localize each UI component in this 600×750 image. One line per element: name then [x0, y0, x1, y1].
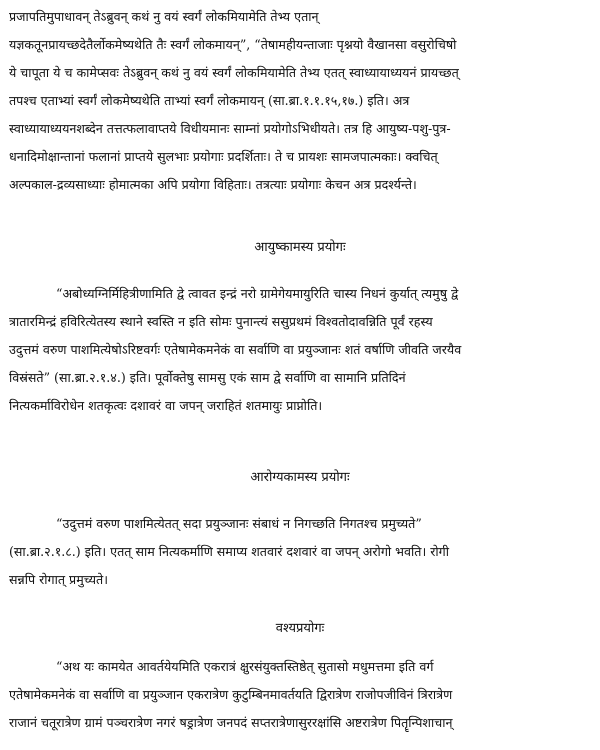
text-line: तपश्च एताभ्यां स्वर्गं लोकमेष्यथेति ताभ्यां स्वर्गं लोकमायन् (सा.ब्रा.१.१.१५,१७.) इति। अत्र: [9, 93, 410, 108]
text-line: “अबोध्यग्निर्मिहित्रीणामिति द्वे त्वावत इन्द्रं नरो ग्रामेगेयमायुरिति चास्य निधनं कुर्यात् त्यमुषु द्वे: [56, 286, 459, 301]
text-line: राजानं चतूरात्रेण ग्रामं पञ्चरात्रेण नगरं षड्रात्रेण जनपदं सप्तरात्रेणासुररक्षांसि अष्टरात्रेण पितॄन्पिशाचान्: [9, 715, 453, 730]
text-line: ये चापूता ये च कामेप्सवः तेऽब्रुवन् कथं नु वयं स्वर्गं लोकमियामेति तेभ्य एतत् स्वाध्यायाध्ययनं प्रायच्छत्: [9, 65, 459, 80]
section-heading: आयुष्कामस्य प्रयोगः: [254, 240, 346, 255]
text-line: विस्रंसते” (सा.ब्रा.२.१.४.) इति। पूर्वोक्तेषु सामसु एकं साम द्वे सर्वाणि वा सामानि प्रतिदिनं: [9, 370, 406, 385]
text-line: एतेषामेकमनेकं वा सर्वाणि वा प्रयुञ्जान एकरात्रेण कुटुम्बिनमावर्तयति द्विरात्रेण राजोपजीविनं त्रिरात्रेण: [9, 687, 453, 702]
text-line: अल्पकाल-द्रव्यसाध्याः होमात्मका अपि प्रयोगा विहिताः। तत्रत्याः प्रयोगाः केचन अत्र प्रदर्श्यन्ते।: [9, 177, 417, 192]
text-line: यज्ञकतूनप्रायच्छदेतैर्लोकमेष्यथेति तैः स्वर्गं लोकमायन्”, “तेषामहीयन्ताजाः पृश्नयो वैखानसा वसुरोचिषो: [9, 37, 457, 52]
text-line: धनादिमोक्षान्तानां फलानां प्राप्तये सुलभाः प्रयोगाः प्रदर्शिताः। ते च प्रायशः सामजपात्मकाः। क्वचित्: [9, 149, 438, 164]
text-line: सन्नपि रोगात् प्रमुच्यते।: [9, 572, 108, 587]
text-line: उदुत्तमं वरुण पाशमित्येषोऽरिष्टवर्गः एतेषामेकमनेकं वा सर्वाणि वा प्रयुञ्जानः शतं वर्षाणि जीवति जरयैव: [9, 342, 462, 357]
text-line: स्वाध्यायाध्ययनशब्देन तत्तत्फलावाप्तये विधीयमानः साम्नां प्रयोगोऽभिधीयते। तत्र हि आयुष्य-पशु-पुत्र-: [9, 121, 451, 136]
text-line: (सा.ब्रा.२.१.८.) इति। एतत् साम नित्यकर्माणि समाप्य शतवारं दशवारं वा जपन् अरोगो भवति। रोगी: [9, 544, 450, 559]
section-heading: आरोग्यकामस्य प्रयोगः: [250, 470, 350, 485]
text-line: प्रजापतिमुपाधावन् तेऽब्रुवन् कथं नु वयं स्वर्गं लोकमियामेति तेभ्य एतान्: [9, 9, 319, 24]
section-heading: वश्यप्रयोगः: [275, 621, 325, 636]
text-line: “उदुत्तमं वरुण पाशमित्येतत् सदा प्रयुञ्जानः संबाधं न निगच्छति निगतश्च प्रमुच्यते”: [56, 516, 422, 531]
text-line: नित्यकर्माविरोधेन शतकृत्वः दशावरं वा जपन् जराहितं शतमायुः प्राप्नोति।: [9, 398, 323, 413]
text-line: “अथ यः कामयेत आवर्तयेयमिति एकरात्रं क्षुरसंयुक्तस्तिष्ठेत् सुतासो मधुमत्तमा इति वर्ग: [56, 659, 434, 674]
text-line: त्रातारमिन्द्रं हविरित्येतस्य स्थाने स्वस्ति न इति सोमः पुनान्त्यं ससुप्रथमं विश्वतोदावन्निति पूर्वं रहस्य: [9, 314, 433, 329]
